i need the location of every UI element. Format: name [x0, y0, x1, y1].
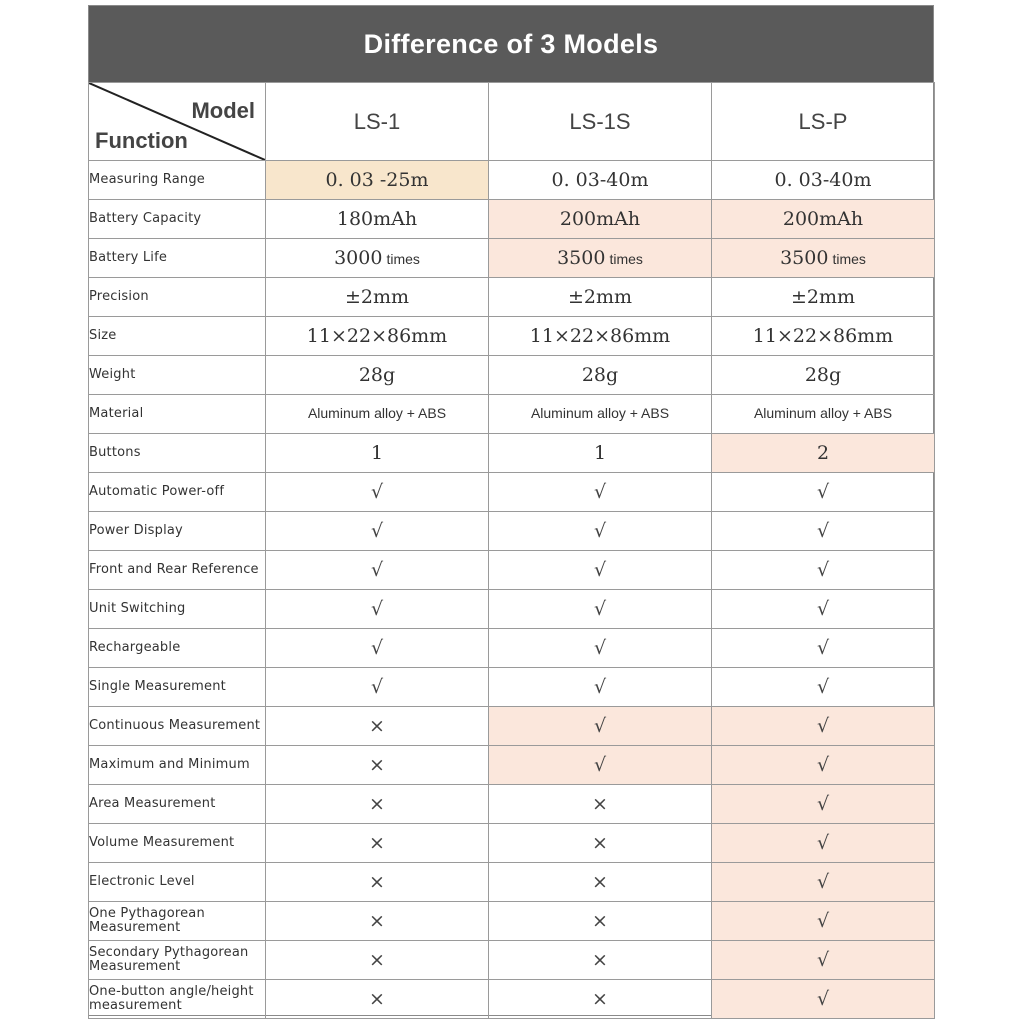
check-mark-icon: √ [816, 832, 830, 854]
function-label: Precision [89, 278, 266, 317]
cross-mark-icon: × [369, 754, 385, 776]
value-cell-ls-p [712, 200, 935, 239]
cell-value: 0. 03 -25m [325, 169, 429, 191]
model-header-ls-1s: LS-1S [489, 83, 712, 161]
value-cell-ls-1 [266, 395, 489, 434]
cross-mark-icon: × [369, 910, 385, 932]
value-cell-ls-1s [489, 239, 712, 278]
check-mark-icon: √ [816, 715, 830, 737]
value-cell-ls-1s [489, 395, 712, 434]
table-row [89, 668, 935, 707]
value-cell-ls-p [712, 434, 935, 473]
cell-value: 1 [370, 442, 384, 464]
check-mark-icon: √ [816, 676, 830, 698]
value-cell-ls-1s [489, 785, 712, 824]
function-label: Electronic Level [89, 863, 266, 902]
check-mark-icon: √ [816, 793, 830, 815]
table-body [89, 161, 935, 1019]
cell-value: 28g [804, 364, 842, 386]
value-cell-ls-1 [266, 590, 489, 629]
page-title: Difference of 3 Models [89, 6, 933, 82]
value-cell-ls-p [712, 941, 935, 980]
value-cell-ls-p [712, 980, 935, 1019]
function-label: Unit Switching [89, 590, 266, 629]
table-row [89, 200, 935, 239]
function-label: Weight [89, 356, 266, 395]
value-cell-ls-p [712, 278, 935, 317]
value-cell-ls-p [712, 746, 935, 785]
table-row [89, 356, 935, 395]
table-row [89, 824, 935, 863]
table-row [89, 161, 935, 200]
check-mark-icon: √ [816, 481, 830, 503]
value-cell-ls-1s [489, 200, 712, 239]
table-row [89, 434, 935, 473]
cell-value: 200mAh [559, 208, 641, 230]
cell-value: ±2mm [790, 286, 856, 308]
function-axis-label: Function [95, 128, 188, 153]
value-cell-ls-1s [489, 473, 712, 512]
model-header-ls-p: LS-P [712, 83, 935, 161]
function-label: One Pythagorean Measurement [89, 902, 266, 941]
cell-value: 11×22×86mm [752, 325, 894, 347]
value-cell-ls-1s [489, 317, 712, 356]
check-mark-icon: √ [593, 676, 607, 698]
check-mark-icon: √ [593, 559, 607, 581]
table-row [89, 707, 935, 746]
table-row [89, 590, 935, 629]
value-cell-ls-1s [489, 707, 712, 746]
corner-header-cell [89, 83, 266, 161]
cell-text: Aluminum alloy + ABS [530, 405, 670, 421]
value-cell-ls-1s [489, 590, 712, 629]
value-cell-ls-1 [266, 707, 489, 746]
check-mark-icon: √ [816, 754, 830, 776]
check-mark-icon: √ [593, 520, 607, 542]
value-cell-ls-1 [266, 161, 489, 200]
cross-mark-icon: × [369, 988, 385, 1010]
value-cell-ls-1s [489, 512, 712, 551]
cross-mark-icon: × [592, 988, 608, 1010]
check-mark-icon: √ [593, 598, 607, 620]
function-label: Volume Measurement [89, 824, 266, 863]
value-cell-ls-p [712, 824, 935, 863]
table-row [89, 551, 935, 590]
value-cell-ls-1s [489, 941, 712, 980]
value-cell-ls-1 [266, 863, 489, 902]
comparison-table [88, 82, 935, 1019]
comparison-sheet [88, 5, 934, 1016]
cell-value: 28g [358, 364, 396, 386]
model-header-ls-1: LS-1 [266, 83, 489, 161]
value-cell-ls-p [712, 239, 935, 278]
value-cell-ls-p [712, 629, 935, 668]
value-cell-ls-1 [266, 200, 489, 239]
check-mark-icon: √ [593, 637, 607, 659]
value-cell-ls-1 [266, 902, 489, 941]
function-label: Rechargeable [89, 629, 266, 668]
value-cell-ls-1 [266, 746, 489, 785]
function-label: Single Measurement [89, 668, 266, 707]
function-label: Battery Capacity [89, 200, 266, 239]
model-axis-label: Model [191, 98, 255, 123]
cell-value: 11×22×86mm [306, 325, 448, 347]
cell-unit: times [609, 251, 643, 267]
cell-value: 11×22×86mm [529, 325, 671, 347]
value-cell-ls-1 [266, 239, 489, 278]
cell-value: 0. 03-40m [774, 169, 872, 191]
value-cell-ls-1 [266, 629, 489, 668]
cell-text: Aluminum alloy + ABS [307, 405, 447, 421]
value-cell-ls-1s [489, 863, 712, 902]
table-row [89, 512, 935, 551]
check-mark-icon: √ [370, 559, 384, 581]
cell-value: 3500 [557, 247, 606, 269]
cell-text: Aluminum alloy + ABS [753, 405, 893, 421]
value-cell-ls-p [712, 317, 935, 356]
check-mark-icon: √ [816, 637, 830, 659]
table-row [89, 980, 935, 1019]
function-label: Front and Rear Reference [89, 551, 266, 590]
cross-mark-icon: × [369, 949, 385, 971]
check-mark-icon: √ [370, 520, 384, 542]
cross-mark-icon: × [592, 949, 608, 971]
check-mark-icon: √ [370, 637, 384, 659]
value-cell-ls-p [712, 356, 935, 395]
value-cell-ls-1s [489, 824, 712, 863]
cross-mark-icon: × [592, 793, 608, 815]
cross-mark-icon: × [592, 871, 608, 893]
cross-mark-icon: × [369, 832, 385, 854]
table-row [89, 941, 935, 980]
check-mark-icon: √ [370, 676, 384, 698]
function-label: Material [89, 395, 266, 434]
value-cell-ls-p [712, 902, 935, 941]
table-row [89, 746, 935, 785]
value-cell-ls-p [712, 785, 935, 824]
cell-value: 180mAh [336, 208, 418, 230]
cross-mark-icon: × [369, 715, 385, 737]
cross-mark-icon: × [369, 793, 385, 815]
header-row [89, 83, 935, 161]
function-label: Continuous Measurement [89, 707, 266, 746]
function-label: Automatic Power-off [89, 473, 266, 512]
function-label: Measuring Range [89, 161, 266, 200]
value-cell-ls-p [712, 590, 935, 629]
function-label: Maximum and Minimum [89, 746, 266, 785]
function-label: Size [89, 317, 266, 356]
check-mark-icon: √ [816, 520, 830, 542]
cell-value: 1 [593, 442, 607, 464]
value-cell-ls-1 [266, 668, 489, 707]
cell-value: 3500 [780, 247, 829, 269]
check-mark-icon: √ [816, 949, 830, 971]
value-cell-ls-1s [489, 278, 712, 317]
function-label: Battery Life [89, 239, 266, 278]
table-row [89, 239, 935, 278]
table-row [89, 317, 935, 356]
value-cell-ls-p [712, 707, 935, 746]
check-mark-icon: √ [816, 871, 830, 893]
check-mark-icon: √ [593, 715, 607, 737]
cell-value: 2 [816, 442, 830, 464]
function-label: Power Display [89, 512, 266, 551]
table-row [89, 395, 935, 434]
table-row [89, 863, 935, 902]
value-cell-ls-1 [266, 278, 489, 317]
value-cell-ls-1s [489, 551, 712, 590]
cross-mark-icon: × [369, 871, 385, 893]
value-cell-ls-p [712, 863, 935, 902]
function-label: Secondary Pythagorean Measurement [89, 941, 266, 980]
value-cell-ls-1s [489, 668, 712, 707]
value-cell-ls-p [712, 512, 935, 551]
table-row [89, 902, 935, 941]
check-mark-icon: √ [816, 988, 830, 1010]
value-cell-ls-1 [266, 512, 489, 551]
function-label: One-button angle/height measurement [89, 980, 266, 1019]
table-row [89, 278, 935, 317]
cell-unit: times [832, 251, 866, 267]
check-mark-icon: √ [816, 598, 830, 620]
value-cell-ls-1 [266, 434, 489, 473]
cell-value: ±2mm [567, 286, 633, 308]
value-cell-ls-1 [266, 551, 489, 590]
value-cell-ls-p [712, 473, 935, 512]
cell-value: 28g [581, 364, 619, 386]
value-cell-ls-1 [266, 785, 489, 824]
cell-unit: times [386, 251, 420, 267]
function-label: Buttons [89, 434, 266, 473]
value-cell-ls-1s [489, 746, 712, 785]
value-cell-ls-1s [489, 161, 712, 200]
cell-value: 200mAh [782, 208, 864, 230]
value-cell-ls-1 [266, 473, 489, 512]
check-mark-icon: √ [816, 910, 830, 932]
value-cell-ls-1 [266, 317, 489, 356]
cross-mark-icon: × [592, 832, 608, 854]
value-cell-ls-p [712, 551, 935, 590]
cell-value: 3000 [334, 247, 383, 269]
value-cell-ls-1s [489, 902, 712, 941]
check-mark-icon: √ [370, 481, 384, 503]
value-cell-ls-p [712, 161, 935, 200]
table-row [89, 785, 935, 824]
check-mark-icon: √ [593, 754, 607, 776]
check-mark-icon: √ [816, 559, 830, 581]
value-cell-ls-p [712, 668, 935, 707]
check-mark-icon: √ [593, 481, 607, 503]
value-cell-ls-p [712, 395, 935, 434]
table-row [89, 629, 935, 668]
value-cell-ls-1 [266, 824, 489, 863]
function-label: Area Measurement [89, 785, 266, 824]
value-cell-ls-1 [266, 980, 489, 1019]
cell-value: 0. 03-40m [551, 169, 649, 191]
value-cell-ls-1s [489, 629, 712, 668]
value-cell-ls-1s [489, 356, 712, 395]
value-cell-ls-1 [266, 356, 489, 395]
cross-mark-icon: × [592, 910, 608, 932]
check-mark-icon: √ [370, 598, 384, 620]
value-cell-ls-1s [489, 434, 712, 473]
table-row [89, 473, 935, 512]
cell-value: ±2mm [344, 286, 410, 308]
value-cell-ls-1 [266, 941, 489, 980]
value-cell-ls-1s [489, 980, 712, 1019]
